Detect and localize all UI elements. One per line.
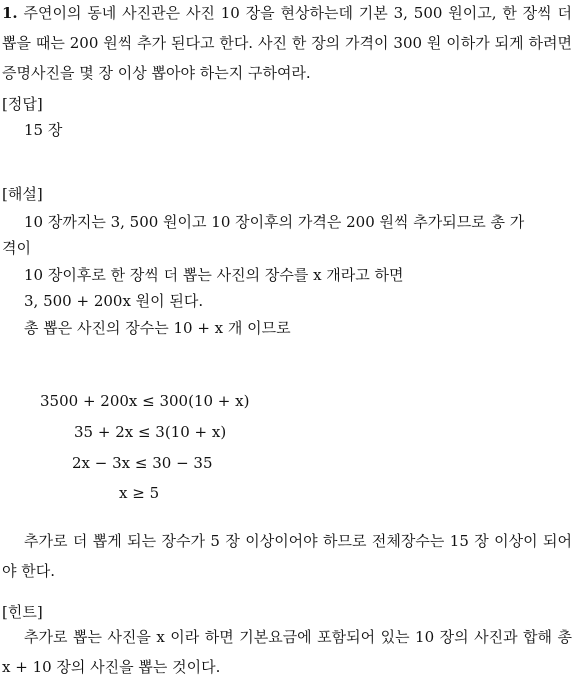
explanation-line-4: 총 뽑은 사진의 장수는 10 + x 개 이므로: [24, 319, 291, 337]
answer-header: [정답]: [2, 95, 43, 113]
equation-4: x ≥ 5: [119, 484, 160, 502]
equation-3: 2x − 3x ≤ 30 − 35: [72, 454, 213, 472]
explanation-header: [해설]: [2, 185, 43, 203]
explanation-line-2: 10 장이후로 한 장씩 더 뽑는 사진의 장수를 x 개라고 하면: [24, 266, 404, 284]
problem-number: 1.: [2, 4, 18, 22]
equation-2: 35 + 2x ≤ 3(10 + x): [74, 423, 227, 441]
answer-value: 15 장: [24, 121, 63, 139]
equation-1: 3500 + 200x ≤ 300(10 + x): [40, 392, 250, 410]
problem-statement: [2, 0, 572, 88]
explanation-line-1-wrap: 격이: [2, 239, 31, 257]
explanation-conclusion: 추가로 더 뽑게 되는 장수가 5 장 이상이어야 하므로 전체장수는 15 장 이상이 되어야 한다.: [2, 532, 572, 580]
explanation-line-1: 10 장까지는 3, 500 원이고 10 장이후의 가격은 200 원씩 추가되므로 총 가: [24, 213, 525, 231]
explanation-line-3: 3, 500 + 200x 원이 된다.: [24, 292, 204, 310]
hint-text: 추가로 뽑는 사진을 x 이라 하면 기본요금에 포함되어 있는 10 장의 사진과 합해 총 x + 10 장의 사진을 뽑는 것이다.: [2, 628, 572, 676]
hint-header: [힌트]: [2, 603, 43, 621]
problem-text: 주연이의 동네 사진관은 사진 10 장을 현상하는데 기본 3, 500 원이고, 한 장씩 더 뽑을 때는 200 원씩 추가 된다고 한다. 사진 한 장의 가격이 300 원 이하가 되게 하려면 증명사진을 몇 장 이상 뽑아야 하는지 구하여라.: [2, 4, 572, 82]
